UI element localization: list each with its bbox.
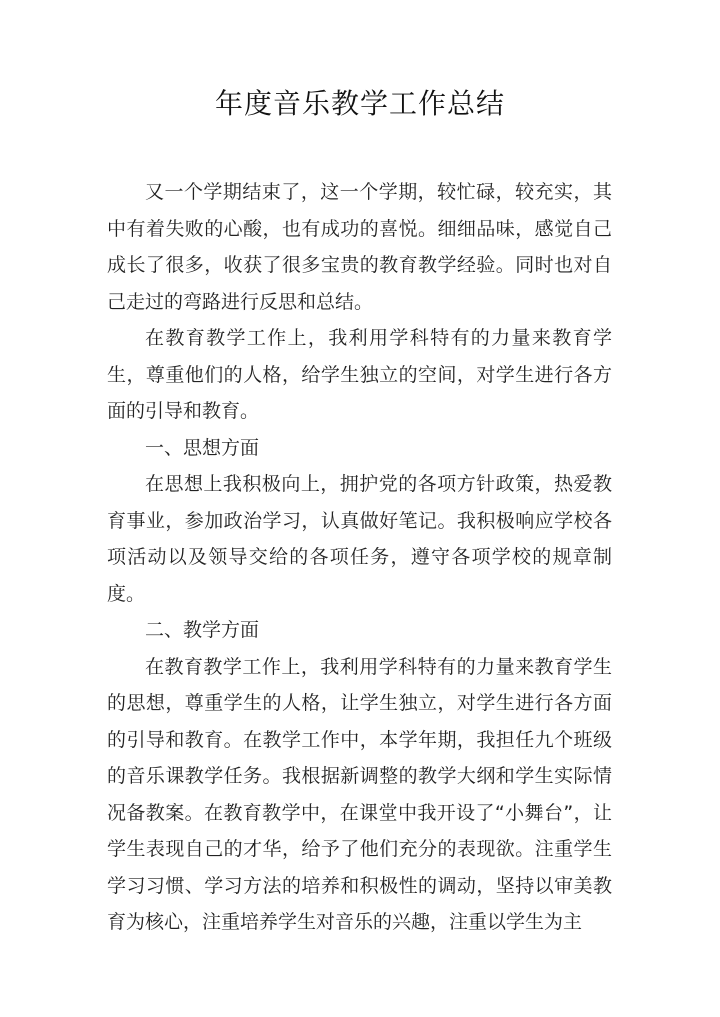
paragraph-teaching: 在教育教学工作上，我利用学科特有的力量来教育学生的思想，尊重学生的人格，让学生独立，对学生进行各方面的引导和教育。在教学工作中，本学年期，我担任九个班级的音乐课教学任务。我根据新调整的教学大纲和学生实际情况备教案。在教育教学中，在课堂中我开设了“小舞台”，让学生表现自己的才华，给予了他们充分的表现欲。注重学生学习习惯、学习方法的培养和积极性的调动，坚持以审美教育为核心，注重培养学生对音乐的兴趣，注重以学生为主 (107, 655, 612, 933)
document-body (107, 174, 612, 941)
section-heading-ideology: 一、思想方面 (145, 436, 260, 459)
document-title: 年度音乐教学工作总结 (214, 87, 505, 120)
section-heading-teaching: 二、教学方面 (145, 619, 260, 641)
paragraph-teaching-overview: 在教育教学工作上，我利用学科特有的力量来教育学生，尊重他们的人格，给学生独立的空间，对学生进行各方面的引导和教育。 (107, 327, 612, 422)
paragraph-intro: 又一个学期结束了，这一个学期，较忙碌，较充实，其中有着失败的心酸，也有成功的喜悦。细细品味，感觉自己成长了很多，收获了很多宝贵的教育教学经验。同时也对自己走过的弯路进行反思和总结。 (107, 181, 612, 313)
paragraph-ideology: 在思想上我积极向上，拥护党的各项方针政策，热爱教育事业，参加政治学习，认真做好笔记。我积极响应学校各项活动以及领导交给的各项任务，遵守各项学校的规章制度。 (107, 473, 612, 605)
